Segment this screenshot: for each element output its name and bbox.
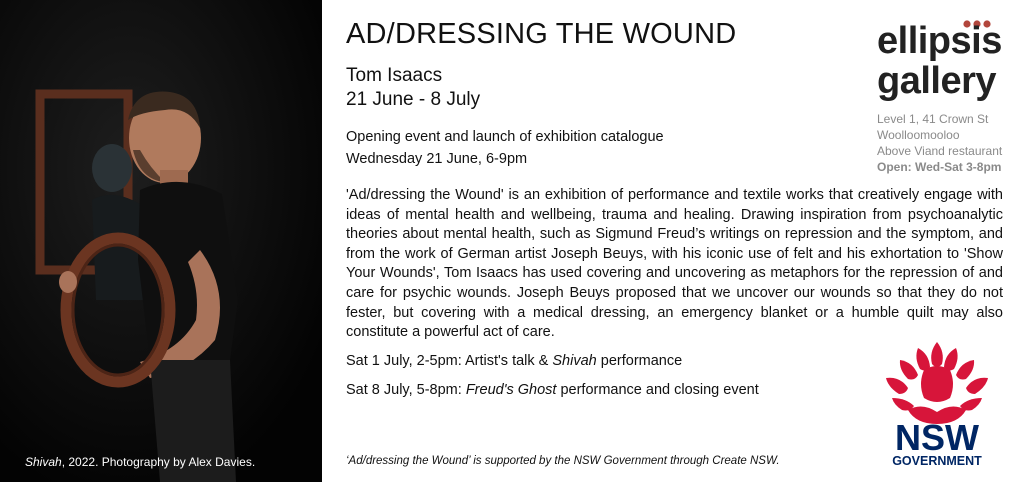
waratah-icon [886, 342, 988, 424]
event-closing-work: Freud's Ghost [465, 382, 557, 398]
event-artist-talk-suffix: performance [596, 353, 683, 369]
event-artist-talk-prefix: Sat 1 July, 2-5pm: Artist's talk & [346, 353, 553, 369]
nsw-logo-text: NSW [895, 417, 979, 458]
gallery-logo-ellipsis: ellipsis [877, 20, 1002, 62]
event-closing-prefix: Sat 8 July, 5-8pm: [346, 382, 466, 398]
opening-event-datetime: Wednesday 21 June, 6-9pm [346, 151, 528, 167]
address-line-street: Level 1, 41 Crown St [877, 112, 989, 126]
exhibition-description: 'Ad/dressing the Wound' is an exhibition of performance and textile works that creatively engage with ideas of mental health and wellbeing, trauma and healing. Drawing inspiration from psychoanalytic theories about mental health, such as Sigmund Freud’s writings on repression and the symptom, and from the work of German artist Joseph Beuys, with his iconic use of felt and his exhortation to 'Show Your Wounds', Tom Isaacs has used covering and uncovering as metaphors for the repression of and care for psychic wounds. Joseph Beuys proposed that we uncover our wounds so that they do not fester, but covering with a medical dressing, an emergency blanket or a humble quilt may also constitute a powerful act of care. [346, 187, 1003, 341]
performer-photo-illustration [0, 0, 322, 482]
exhibition-photo [0, 0, 322, 482]
photo-caption-title: Shivah [25, 455, 62, 469]
event-closing-suffix: performance and closing event [556, 382, 759, 398]
photo-caption [25, 455, 255, 469]
exhibition-title: AD/DRESSING THE WOUND [346, 18, 737, 50]
event-closing [346, 382, 759, 398]
artist-name: Tom Isaacs [346, 65, 443, 86]
event-artist-talk [346, 353, 682, 369]
nsw-government-logo [878, 340, 996, 468]
nsw-government-text: GOVERNMENT [892, 454, 982, 468]
gallery-logo-gallery: gallery [877, 60, 997, 102]
opening-event [346, 126, 664, 170]
address-line-suburb: Woolloomooloo [877, 128, 960, 142]
photo-caption-credit: , 2022. Photography by Alex Davies. [61, 455, 256, 469]
event-artist-talk-work: Shivah [552, 353, 597, 369]
opening-event-description: Opening event and launch of exhibition catalogue [346, 129, 664, 145]
support-note: ‘Ad/dressing the Wound’ is supported by the NSW Government through Create NSW. [346, 455, 780, 467]
exhibition-dates: 21 June - 8 July [346, 89, 481, 110]
address-line-landmark: Above Viand restaurant [877, 144, 1003, 158]
gallery-address [877, 111, 1002, 175]
gallery-hours: Open: Wed-Sat 3-8pm [877, 160, 1002, 174]
